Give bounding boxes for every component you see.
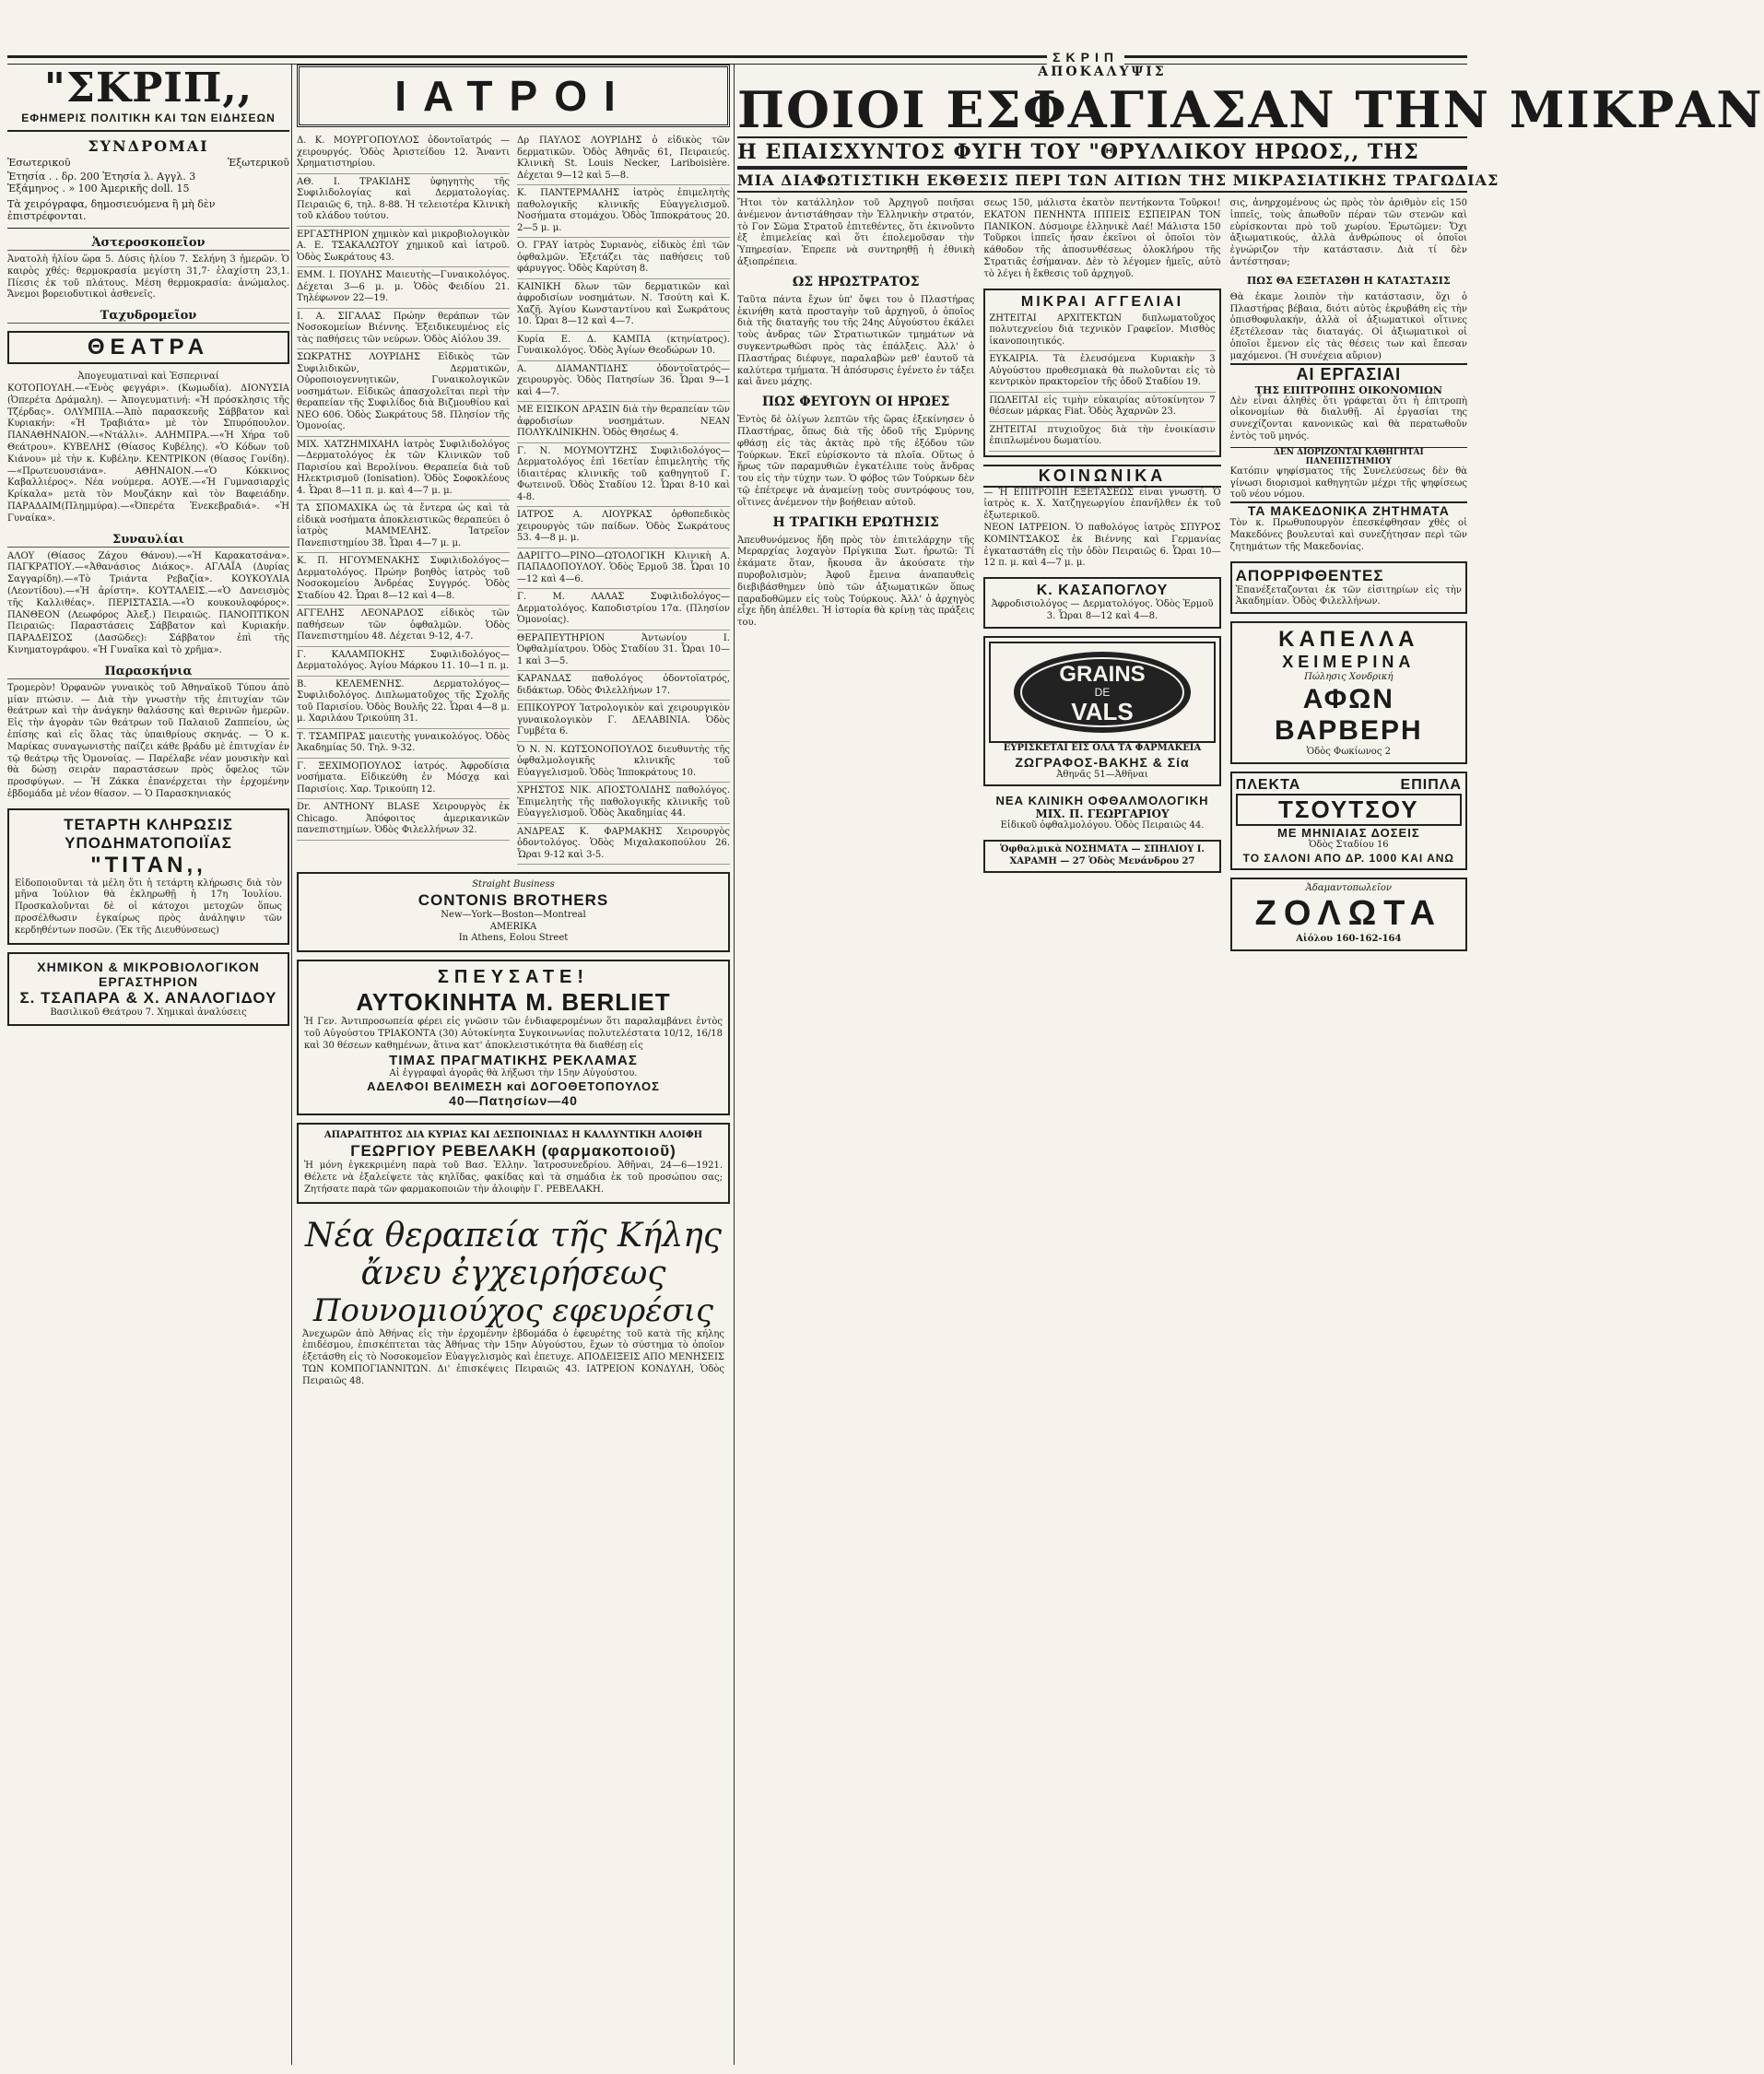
- grains-address: Ἀθηνᾶς 51—Ἀθῆναι: [1056, 769, 1148, 780]
- small-ads-list: [989, 311, 1215, 452]
- listing-entry: Γ. Ν. ΜΟΥΜΟΥΤΖΗΣ Συφιλιδολόγος—Δερματολόγος ἐπὶ 16ετίαν ἐπιμελητὴς τῆς ἰδιαιτέρας κλινικῆς τοῦ καθηγητοῦ Γ. Φωτεινοῦ. Ὁδὸς Σταδίου 12. Ὧραι 8-10 καὶ 4-8.: [517, 443, 730, 508]
- listing-entry: Κ. Π. ΗΓΟΥΜΕΝΑΚΗΣ Συφιλιδολόγος—Δερματολόγος. Πρώην βοηθὸς ἰατρὸς τοῦ Νοσοκομείου Ἀνδρέας Συγγρός. Ὁδὸς Σταδίου 42. Ὧραι 8—12 καὶ 4—8.: [297, 553, 510, 606]
- rebelakis-text: Ἡ μόνη ἐγκεκριμένη παρὰ τοῦ Βασ. Ἑλλην. Ἰατροσυνεδρίου. Ἀθῆναι, 24—6—1921. Θέλετε νὰ ἐξαλείψετε τὰς κηλῖδας, φακίδας καὶ τὰ σημάδια ἐκ τοῦ προσώπου σας; Ζητήσατε παρὰ τῶν φαρμακοποιῶν τὴν ἀλοιφὴν Γ. ΡΕΒΕΛΑΚΗ.: [304, 1161, 723, 1195]
- column-rule: [291, 65, 292, 2065]
- subs-note: Τὰ χειρόγραφα, δημοσιευόμενα ἢ μὴ δὲν ἐπιστρέφονται.: [7, 198, 216, 222]
- social-title: ΚΟΙΝΩΝΙΚΑ: [983, 465, 1220, 488]
- top-rule: [7, 55, 1467, 65]
- masthead: [7, 65, 289, 132]
- contonis-name: CONTONIS BROTHERS: [417, 890, 609, 909]
- kasapoglou-text: Ἀφροδισιολόγος — Δερματολόγος. Ὁδὸς Ἑρμοῦ 3. Ὧραι 8—12 καὶ 4—8.: [991, 599, 1214, 621]
- doctors-column-right: [517, 133, 730, 865]
- listing-entry: Γ. ΞΕΧΙΜΟΠΟΥΛΟΣ ἰατρός. Ἀφροδίσια νοσήματα. Εἰδικεύθη ἐν Μόσχᾳ καὶ Παρισίοις. Χαρ. Τρικούπη 12.: [297, 759, 510, 800]
- knitted-label: ΠΛΕΚΤΑ: [1235, 776, 1301, 793]
- theatres-subtitle: Ἀπογευματιναὶ καὶ Ἑσπεριναί: [77, 371, 219, 383]
- column-rule: [734, 65, 735, 2065]
- furniture-address: Ὁδὸς Σταδίου 16: [1308, 839, 1389, 850]
- hats-subtitle: ΧΕΙΜΕΡΙΝΑ: [1282, 653, 1416, 672]
- doctors-title: ΙΑΤΡΟΙ: [394, 72, 632, 120]
- listing-entry: ΕΡΓΑΣΤΗΡΙΟΝ χημικὸν καὶ μικροβιολογικὸν Α. Ε. ΤΣΑΚΑΛΩΤΟΥ χημικοῦ καὶ ἰατροῦ. Ὁδὸς Σωκράτους 43.: [297, 227, 510, 268]
- listing-entry: ΜΙΧ. ΧΑΤΖΗΜΙΧΑΗΛ ἰατρὸς Συφιλιδολόγος—Δερματολόγος ἐκ τῶν Κλινικῶν τοῦ Παρισίου καὶ Βερολίνου. Θεραπεία διὰ τοῦ Ηλεκτρισμοῦ (Ionisation). Ὁδὸς Σοφοκλέους 4. Ὧραι 8—11 π. μ. καὶ 4—7 μ. μ.: [297, 437, 510, 501]
- grains-logo-icon: [1010, 648, 1194, 737]
- article-subhead-4: ΠΩΣ ΘΑ ΕΞΕΤΑΣΘΗ Η ΚΑΤΑΣΤΑΣΙΣ: [1246, 274, 1451, 287]
- grains-ad: [983, 636, 1220, 787]
- kasapoglou-ad: [983, 577, 1220, 629]
- article-subhead-3: Η ΤΡΑΓΙΚΗ ΕΡΩΤΗΣΙΣ: [772, 514, 939, 530]
- listing-entry: Κυρία Ε. Δ. ΚΑΜΠΑ (κτηνίατρος). Γυναικολόγος. Ὁδὸς Ἀγίων Θεοδώρων 10.: [517, 332, 730, 361]
- listing-entry: ΖΗΤΕΙΤΑΙ πτυχιοῦχος διὰ τὴν ἐνοικίασιν ἐπιπλωμένου δωματίου.: [989, 422, 1215, 452]
- zolota-address: Αἰόλου 160-162-164: [1296, 934, 1402, 945]
- newspaper-title: "ΣΚΡΙΠ,,: [43, 65, 253, 112]
- harami-ad: [983, 840, 1220, 873]
- forecast-text: Ἀνατολὴ ἡλίου ὥρα 5. Δύσις ἡλίου 7. Σελήνη 3 ἡμερῶν. Ὁ καιρὸς χθές: θερμοκρασία μεγίστη 31,7· ἐλαχίστη 23,1. Πίεσις ἐκ τοῦ πλάτους. Μέση θερμοκρασία: ἀνώμαλος. Ἄνεμοι βορειοδυτικοὶ ἀσθενεῖς.: [7, 254, 289, 300]
- grains-word-2: DE: [1094, 685, 1111, 699]
- rebelakis-top: ΑΠΑΡΑΙΤΗΤΟΣ ΔΙΑ ΚΥΡΙΑΣ ΚΑΙ ΔΕΣΠΟΙΝΙΔΑΣ Η ΚΑΛΛΥΝΤΙΚΗ ΑΛΟΙΦΗ: [323, 1130, 703, 1141]
- furniture-ad: [1230, 772, 1467, 870]
- listing-entry: ΜΕ ΕΙΣΙΚΟΝ ΔΡΑΣΙΝ διὰ τὴν θεραπείαν τῶν ἀφροδισίων νοσημάτων. ΝΕΑΝ ΠΟΛΥΚΛΙΝΙΚΗΝ. Ὁδὸς Θησέως 4.: [517, 402, 730, 443]
- backstage-text: Τρομερὸν! Ὀρφανῶν γυναικὸς τοῦ Ἀθηναϊκοῦ Τύπου ἀπὸ μίαν πτώσιν. — Διὰ τὴν γνωστὴν τῆς ἐπιτυχίαν τῶν θεάτρων καὶ τὴν ἀνάγκην θαλάσσης καὶ θερινῶν ἡμερῶν. Εἰς τὴν ἀγορὰν τῶν θεάτρων τοῦ Παλαιοῦ Ζαππείου, ὡς ἐπίσης καὶ εἰς ὅλας τὰς ὑπαιθρίους σκηνάς. — Ὁ κ. Μαρίκας συναγωνιστὴς παίζει κάθε βράδυ μὲ ἐπιτυχίαν ἐν τῷ θεάτρῳ τῆς Ὁμονοίας. — Παρέλαβε νέαν μουσικὴν καὶ θὰ δώσῃ σειρὰν παραστάσεων πρὸς ὄφελος τῶν προσφύγων. — Ἡ Ζάκκα ἐπανέρχεται τὴν ἐρχομένην ἑβδομάδα μὲ νέον θίασον. — Ὁ Παρασκηνιακός: [7, 682, 289, 799]
- theatres-title: ΘΕΑΤΡΑ: [7, 331, 289, 364]
- doctors-listing: [297, 133, 730, 865]
- hernia-line-3: Πουνομιούχος εφευρέσις: [312, 1291, 714, 1329]
- backstage-heading: Παρασκήνια: [7, 665, 289, 679]
- lab-title: ΧΗΜΙΚΟΝ & ΜΙΚΡΟΒΙΟΛΟΓΙΚΟΝ ΕΡΓΑΣΤΗΡΙΟΝ: [37, 959, 260, 989]
- doctors-column-left: [297, 133, 510, 865]
- newspaper-subtitle: ΕΦΗΜΕΡΙΣ ΠΟΛΙΤΙΚΗ ΚΑΙ ΤΩΝ ΕΙΔΗΣΕΩΝ: [21, 112, 276, 124]
- furniture-salon: ΤΟ ΣΑΛΟΝΙ ΑΠΟ ΔΡ. 1000 ΚΑΙ ΑΝΩ: [1242, 851, 1455, 865]
- lab-names: Σ. ΤΣΑΠΑΡΑ & Χ. ΑΝΑΛΟΓΙΔΟΥ: [19, 988, 277, 1007]
- lottery-title: ΤΕΤΑΡΤΗ ΚΛΗΡΩΣΙΣ: [64, 815, 233, 833]
- listing-entry: Α. ΔΙΑΜΑΝΤΙΔΗΣ ὀδοντοϊατρός—χειρουργὸς. Ὁδὸς Πατησίων 36. Ὧραι 9—1 καὶ 4—7.: [517, 361, 730, 403]
- listing-entry: Τ. ΤΣΑΜΠΡΑΣ μαιευτὴς γυναικολόγος. Ὁδὸς Ἀκαδημίας 50. Τηλ. 9-32.: [297, 729, 510, 759]
- concerts-heading: Συναυλίαι: [7, 533, 289, 548]
- kasapoglou-name: Κ. ΚΑΣΑΠΟΓΛΟΥ: [1036, 583, 1169, 599]
- berliet-ad: [297, 960, 730, 1115]
- listing-entry: Ι. Α. ΣΙΓΑΛΑΣ Πρώην θεράπων τῶν Νοσοκομείων Βιέννης. Ἐξειδικευμένος εἰς τὰς παθήσεις τῶν νεύρων. Ὁδὸς Αἰόλου 39.: [297, 309, 510, 350]
- article-deck-2: ΜΙΑ ΔΙΑΦΩΤΙΣΤΙΚΗ ΕΚΘΕΣΙΣ ΠΕΡΙ ΤΩΝ ΑΙΤΙΩΝ ΤΗΣ ΜΙΚΡΑΣΙΑΤΙΚΗΣ ΤΡΑΓΩΔΙΑΣ: [737, 168, 1467, 193]
- rejected-title: ΑΠΟΡΡΙΦΘΕΝΤΕΣ: [1235, 566, 1384, 584]
- concerts-listing: ΑΛΟΥ (Θίασος Ζάχου Θάνου).—«Ἡ Καρακατσάνα». ΠΑΓΚΡΑΤΙΟΥ.—«Ἀθανάσιος Διάκος». ΑΓΛΑΪΑ (Δυρίας Σαγγαρίδη).—«Τὸ Τριάντα Ρεβαζία». ΚΟΥΚΟΥΛΙΑ (Λεοντίδου).—«Ἡ ἀρίστη». ΚΟΥΤΑΛΕΙΣ.—«Ὁ Δανεισμὸς τῆς Καλλιθέας». ΠΕΡΙΣΤΑΣΙΑ.—«Ὁ κουκουλοφόρος». ΠΑΝΘΕΟΝ (Λεωφόρος Ἀλεξ.) Πειραιῶς. ΠΑΝΟΠΤΙΚΟΝ Πειραιῶς: Παραστάσεις Σάββατον καὶ Κυριακήν. ΠΑΡΑΔΕΙΣΟΣ (Δασῶδες): Σάββατον ἐπὶ τῆς Κινηματογράφου. «Ἡ Γυναῖκα καὶ τὸ χρῆμα».: [7, 550, 289, 655]
- forecast-heading: Ἀστεροσκοπεῖον: [7, 236, 289, 251]
- berliet-title: ΑΥΤΟΚΙΝΗΤΑ Μ. BERLIET: [356, 988, 671, 1017]
- listing-entry: ΠΩΛΕΙΤΑΙ εἰς τιμὴν εὐκαιρίας αὐτοκίνητον 7 θέσεων μάρκας Fiat. Ὁδὸς Ἀχαρνῶν 23.: [989, 393, 1215, 422]
- subs-abroad: Ἐξωτερικοῦ: [227, 157, 289, 169]
- new-clinic-text: ΝΕΟΝ ΙΑΤΡΕΙΟΝ. Ὁ παθολόγος ἰατρὸς ΣΠΥΡΟΣ ΚΟΜΙΝΤΣΑΚΟΣ ἐκ Βιέννης καὶ Γερμανίας ἐγκαταστάθη εἰς τὴν ὁδὸν Πειραιῶς 6. Ὧραι 10—12 π. μ. καὶ 4—7 μ. μ.: [983, 522, 1221, 569]
- listing-entry: ΔΑΡΙΓΓΟ—ΡΙΝΟ—ΩΤΟΛΟΓΙΚΗ Κλινικὴ Α. ΠΑΠΑΔΟΠΟΥΛΟΥ. Ὁδὸς Ἑρμοῦ 38. Ὧραι 10—12 καὶ 4—6.: [517, 548, 730, 590]
- macedonian-text: Τὸν κ. Πρωθυπουργὸν ἐπεσκέφθησαν χθὲς οἱ Μακεδόνες βουλευταὶ καὶ συνεζήτησαν περὶ τῶν ζητημάτων τῆς Μακεδονίας.: [1229, 518, 1467, 552]
- listing-entry: ΚΑΡΑΝΔΑΣ παθολόγος ὀδοντοϊατρός, διδάκτωρ. Ὁδὸς Φιλελλήνων 17.: [517, 671, 730, 701]
- listing-entry: Ο. ΓΡΑΥ ἰατρὸς Συριανὸς, εἰδικὸς ἐπὶ τῶν ὀφθαλμῶν. Ἐξετάζει τὰς παθήσεις τοῦ φάρυγγος. Ὁδὸς Καρύτση 8.: [517, 238, 730, 279]
- rejected-ad: [1230, 561, 1467, 615]
- small-ads-box: [983, 289, 1220, 457]
- grains-de-vals-logo: [989, 642, 1215, 743]
- listing-entry: Γ. Μ. ΛΑΛΑΣ Συφιλιδολόγος—Δερματολόγος. Καποδιστρίου 17α. (Πλησίον Ὁμονοίας).: [517, 589, 730, 630]
- article-body: [737, 198, 1467, 959]
- furniture-installments: ΜΕ ΜΗΝΙΑΙΑΣ ΔΟΣΕΙΣ: [1277, 825, 1420, 840]
- listing-entry: Κ. ΠΑΝΤΕΡΜΑΛΗΣ ἰατρὸς ἐπιμελητὴς παθολογικῆς κλινικῆς Εὐαγγελισμοῦ. Νοσήματα στομάχου. Ὁδὸς Ἱπποκράτους 20. 2—5 μ. μ.: [517, 185, 730, 238]
- works-text: Δὲν εἶναι ἀληθὲς ὅτι γράφεται ὅτι ἡ ἐπιτροπὴ οἰκονομίων θὰ διαλυθῇ. Αἱ ἐργασίαι της συνεχίζονται κανονικῶς καὶ θὰ περατωθοῦν ἐντὸς τοῦ μηνός.: [1229, 395, 1467, 442]
- harami-text: Ὁφθαλμικὰ ΝΟΣΗΜΑΤΑ — ΣΠΗΛΙΟΥ Ι. ΧΑΡΑΜΗ — 27 Ὁδὸς Μενάνδρου 27: [1000, 844, 1205, 866]
- article-deck-1: Η ΕΠΑΙΣΧΥΝΤΟΣ ΦΥΓΗ ΤΟΥ "ΘΡΥΛΛΙΚΟΥ ΗΡΩΟΣ,, ΤΗΣ: [737, 136, 1467, 168]
- hernia-text: Ἀνεχωρῶν ἀπὸ Ἀθήνας εἰς τὴν ἐρχομένην ἑβδομάδα ὁ ἐφευρέτης τοῦ κατὰ τῆς κήλης ἐπιδέσμου, ἐπισκέπτεται τὰς Ἀθήνας τὴν 15ην Αὐγούστου, ἔχων τὸ σύστημα τὸ ὁποῖον ἐξετάσθη εἰς τὸ Νοσοκομεῖον Εὐαγγελισμὸς καὶ ἐπετυχε. ΑΠΟΔΕΙΞΕΙΣ ΑΠΟ ΜΕΝΗΣΕΙΣ ΤΩΝ ΚΟΜΠΟΓΙΑΝΝΙΤΩΝ. Δι' ἐπισκέψεις Πειραιῶς 43. ΙΑΤΡΕΙΟΝ ΚΟΝΔΥΛΗ, Ὁδὸς Πειραιῶς 48.: [302, 1328, 724, 1386]
- listing-entry: ΑΘ. Ι. ΤΡΑΚΙΔΗΣ ὑφηγητὴς τῆς Συφιλιδολογίας καὶ Δερματολογίας. Πειραιῶς 6, τηλ. 8-88. Ἡ τελειοτέρα Κλινικὴ τοῦ κλάδου τούτου.: [297, 174, 510, 227]
- hernia-ad: [297, 1211, 730, 1394]
- rejected-text: Ἐπανέξεταζονται ἐκ τῶν εἰσιτηρίων εἰς τὴν Ἀκαδημίαν. Ὁδὸς Φιλελλήνων.: [1235, 584, 1462, 607]
- column-right: [737, 65, 1764, 2065]
- listing-entry: Ὁ Ν. Ν. ΚΩΤΣΟΝΟΠΟΥΛΟΣ διευθυντὴς τῆς ὀφθαλμολογικῆς κλινικῆς τοῦ Εὐαγγελισμοῦ. Ὁδὸς Ἱπποκράτους 10.: [517, 742, 730, 784]
- grains-word-1: GRAINS: [1059, 661, 1146, 687]
- article-subhead-2: ΠΩΣ ΦΕΥΓΟΥΝ ΟΙ ΗΡΩΕΣ: [761, 395, 950, 410]
- rebelakis-ad: [297, 1123, 730, 1203]
- furniture-name: ΤΣΟΥΤΣΟΥ: [1236, 794, 1462, 826]
- zolota-top: Ἀδαμαντοπωλεῖον: [1305, 882, 1392, 893]
- works-subtitle: ΤΗΣ ΕΠΙΤΡΟΠΗΣ ΟΙΚΟΝΟΜΙΩΝ: [1254, 383, 1442, 396]
- appointments-text: Κατόπιν ψηφίσματος τῆς Συνελεύσεως δὲν θὰ γίνωσι διορισμοὶ καθηγητῶν μέχρι τῆς ψηφίσεως τοῦ νέου νόμου.: [1229, 465, 1467, 501]
- lottery-text: Εἰδοποιοῦνται τὰ μέλη ὅτι ἡ τετάρτη κλήρωσις διὰ τὸν μῆνα Ἰούλιον θὰ ἐκληρωθῇ ἡ 17η Ἰουλίου. Προσκαλοῦνται δὲ οἱ κάτοχοι μετοχῶν ὅπως προσέλθωσιν ἐγκαίρως πρὸς ἀνάληψιν τῶν κερδηθέντων ποσῶν. (Ἐκ τῆς Διευθύνσεως): [15, 878, 282, 936]
- listing-entry: ΘΕΡΑΠΕΥΤΗΡΙΟΝ Ἀντωνίου Ι. Ὀφθαλμίατρου. Ὁδὸς Σταδίου 31. Ὧραι 10—1 καὶ 3—5.: [517, 630, 730, 672]
- hernia-line-1: Νέα θεραπεία τῆς Κήλης: [305, 1216, 722, 1255]
- contonis-straight: Straight Business: [472, 879, 555, 890]
- theatres-listing: ΚΟΤΟΠΟΥΛΗ.—«Ἑνὸς φεγγάρι». (Κωμωδία). ΔΙΟΝΥΣΙΑ (Ὀπερέτα Δράμαλη). — Ἀπογευματινή: «Ἡ πρόσκλησις τῆς Τζέρδας». ΟΛΥΜΠΙΑ.—Ἀπὸ παρασκευῆς Σάββατον καὶ Κυριακήν: «Ἡ Τραβιάτα» μὲ τὸν Σπυρόπουλον. ΠΑΝΑΘΗΝΑΙΟΝ.—«Ντάλλι». ΑΛΗΜΠΡΑ.—«Ἡ Χήρα τοῦ Θεάτρου». ΚΥΒΕΛΗΣ (Θίασος Κυβέλης). «Ὁ Κόδων τοῦ Κιάνου» μὲ τὴν κ. Κυβέλην. ΚΕΝΤΡΙΚΟΝ (θίασος Γονίδη).—«Πρωτευουσιάνα». ΑΘΗΝΑΙΟΝ.—«Ὁ Κόκκινος Καβαλλιέρος». Νέα νούμερα. ΑΟΥΕ.—«Ἡ Γυμνασιαρχὶς Κρίκαλα» μετὰ τὸν Μουζάκην καὶ τὸν Βαφειάδην. ΠΑΡΑΔΑΙΜ(Πλημμύρα).—«Ὀπερέτα Ἐνεκεβραδιά». «Ἡ Γυναίκα».: [7, 383, 289, 524]
- listing-entry: ΑΝΔΡΕΑΣ Κ. ΦΑΡΜΑΚΗΣ Χειρουργὸς ὀδοντολόγος. Ὁδὸς Μιχαλακοπούλου 26. Ὧραι 9-12 καὶ 3-5.: [517, 824, 730, 866]
- grains-firm: ΖΩΓΡΑΦΟΣ-ΒΑΚΗΣ & Σία: [1015, 754, 1190, 770]
- hats-name: ΑΦΩΝ ΒΑΡΒΕΡΗ: [1274, 683, 1423, 746]
- post-heading: Ταχυδρομεῖον: [7, 309, 289, 324]
- zolota-name: ΖΟΛΩΤΑ: [1254, 894, 1443, 934]
- hats-shop: Πώλησις Χονδρική: [1304, 672, 1394, 683]
- small-ads-title: ΜΙΚΡΑΙ ΑΓΓΕΛΙΑΙ: [1020, 293, 1184, 310]
- article-subhead-1: ΩΣ ΗΡΩΣΤΡΑΤΟΣ: [792, 274, 920, 289]
- listing-entry: Γ. ΚΑΛΑΜΠΟΚΗΣ Συφιλιδολόγος—Δερματολόγος. Ἀγίου Μάρκου 11. 10—1 π. μ.: [297, 647, 510, 677]
- eye-clinic-text: Εἰδικοῦ ὀφθαλμολόγου. Ὁδὸς Πειραιῶς 44.: [1000, 820, 1205, 831]
- listing-entry: Dr. ANTHONY BLASE Χειρουργὸς ἐκ Chicago. Ἀπόφοιτος ἀμερικανικῶν πανεπιστημίων. Ὁδὸς Φιλελλήνων 32.: [297, 799, 510, 841]
- listing-entry: Δρ ΠΑΥΛΟΣ ΛΟΥΡΙΔΗΣ ὁ εἰδικὸς τῶν δερματικῶν. Ὁδὸς Ἀθηνᾶς 61, Πειραιεύς. Κλινικὴ St. Louis Necker, Lariboisière. Δέχεται 9—12 καὶ 5—8.: [517, 133, 730, 185]
- works-title: ΑΙ ΕΡΓΑΣΙΑΙ: [1230, 363, 1467, 384]
- listing-entry: ΤΑ ΣΠΟΜΑΧΙΚΑ ὡς τὰ ἔντερα ὡς καὶ τὰ εἰδικὰ νοσήματα ἀποκλειστικῶς θεραπεύει ὁ ἰατρὸς ΜΑΜΜΕΛΗΣ. Ἰατρεῖον Πανεπιστημίου 38. Ὧραι 4—7 μ. μ.: [297, 501, 510, 553]
- macedonian-title: ΤΑ ΜΑΚΕΔΟΝΙΚΑ ΖΗΤΗΜΑΤΑ: [1230, 501, 1467, 518]
- lottery-subtitle: ΥΠΟΔΗΜΑΤΟΠΟΙΪΑΣ: [65, 833, 232, 852]
- contonis-ad: [297, 872, 730, 952]
- subs-row-1: Ἐτησία . . δρ. 200 Ἐτησία λ. Αγγλ. 3: [7, 171, 196, 183]
- contonis-cities: New—York—Boston—Montreal: [441, 909, 586, 920]
- zolota-ad: [1230, 878, 1467, 952]
- listing-entry: ΕΜΜ. Ι. ΠΟΥΛΗΣ Μαιευτὴς—Γυναικολόγος. Δέχεται 3—6 μ. μ. Ὁδὸς Φειδίου 21. Τηλέφωνον 22—19.: [297, 267, 510, 309]
- listing-entry: Δ. Κ. ΜΟΥΡΓΟΠΟΥΛΟΣ ὀδοντοϊατρός — χειρουργός. Ὁδὸς Ἀριστείδου 12. Ἄναντι Χρηματιστηρίου.: [297, 133, 510, 174]
- listing-entry: ΕΠΙΚΟΥΡΟΥ Ἱατρολογικὸν καὶ χειρουργικὸν γυναικολογικὸν Γ. ΔΕΛΑΒΙΝΙΑ. Ὁδὸς Γυμβέτα 6.: [517, 701, 730, 742]
- lab-text: Βασιλικοῦ Θεάτρου 7. Χημικαὶ ἀναλύσεις: [50, 1007, 247, 1018]
- berliet-prices: ΤΙΜΑΣ ΠΡΑΓΜΑΤΙΚΗΣ ΡΕΚΛΑΜΑΣ: [389, 1052, 638, 1068]
- lab-ad: [7, 952, 289, 1027]
- subs-inland: Ἐσωτερικοῦ: [7, 157, 71, 169]
- article-lead: Ἤτοι τὸν κατάλληλον τοῦ Ἀρχηγοῦ ποιῆσαι ἀνέμενον ἀντιστάθησαν τὴν Ἑλληνικὴν στρατόν, τὸ Γον Σῶμα Στρατοῦ ἐπιτεθέντες, ὅτι ἐκινοῦντο ἐξ ἐπιμελείας καὶ ὅτι ἐπολεμοῦσαν τὴν Ὑπηρεσίαν. Ἐπρεπε νὰ συντηρηθῇ ἡ ἐθνικὴ ἀξιοπρέπεια.: [737, 198, 975, 267]
- lottery-name: "ΤΙΤΑΝ,,: [90, 852, 206, 878]
- article-text-2: Ἐντὸς δὲ ὀλίγων λεπτῶν τῆς ὥρας ἐξεκίνησεν ὁ Πλαστήρας, ὅπως διὰ τῆς ὁδοῦ τῆς Σμύρνης φθάσῃ εἰς τὰς ἀκτὰς πρὸ τῆς ἐξόδου τῶν Τούρκων. Ἐκεῖ εὑρίσκοντο τὰ πλοῖα. Οὕτως ὁ ἥρως τῶν παραμυθιῶν ἐγκατέλιπε τοὺς ἄνδρας του εἰς τὴν τύχην των. Ὁ φόβος τῶν Τούρκων δὲν τῷ ἐπέτρεψε νὰ ἀναμείνῃ τοὺς συντρόφους του, οἵτινες ἀνέμενον τὴν βοήθειαν αὐτοῦ.: [737, 415, 975, 508]
- eye-clinic-name: ΜΙΧ. Π. ΓΕΩΡΓΑΡΙΟΥ: [1035, 807, 1170, 821]
- berliet-text: Ἡ Γεν. Ἀντιπροσωπεία φέρει εἰς γνῶσιν τῶν ἐνδιαφερομένων ὅτι παραλαμβάνει ἐντὸς τοῦ Αὐγούστου ΤΡΙΑΚΟΝΤΑ (30) Αὐτοκίνητα Συγκοινωνίας πολυτελέστατα 10/12, 16/18 καὶ 30 θέσεων καθημένων, ἅτινα κατ' ἀποκλειστικότητα θὰ διαθέσῃ εἰς: [304, 1017, 723, 1051]
- subs-row-2: Ἑξάμηνος . » 100 Ἀμερικῆς doll. 15: [7, 183, 190, 194]
- listing-entry: Β. ΚΕΛΕΜΕΝΗΣ. Δερματολόγος—Συφιλιδολόγος. Διπλωματοῦχος τῆς Σχολῆς τοῦ Παρισίου. Ὁδὸς Βουλῆς 22. Ὧραι 4—8 μ. μ. Χαριλάου Τρικούπη 31.: [297, 677, 510, 729]
- listing-entry: ΣΩΚΡΑΤΗΣ ΛΟΥΡΙΔΗΣ Εἰδικὸς τῶν Συφιλιδικῶν, Δερματικῶν, Οὐροποιογεννητικῶν, Γυναικολογικῶν νοσημάτων. Εἰδικῶς ἀπασχολεῖται περὶ τὴν θεραπείαν τῆς Συφιλίδος διὰ Βιζμουθίου καὶ ΝΕΟ 606. Ὁδὸς Σωκράτους 58. Πλησίον τῆς Ὁμονοίας.: [297, 349, 510, 437]
- berliet-firm: ΑΔΕΛΦΟΙ ΒΕΛΙΜΕΣΗ καὶ ΔΟΓΟΘΕΤΟΠΟΥΛΟΣ: [367, 1079, 660, 1094]
- berliet-note: Αἱ ἐγγραφαὶ ἀγορᾶς θὰ λήξωσι τὴν 15ην Αὐγούστου.: [389, 1067, 638, 1078]
- contonis-address: In Athens, Eolou Street: [458, 933, 569, 944]
- berliet-headline: ΣΠΕΥΣΑΤΕ!: [437, 967, 590, 988]
- listing-entry: ΕΥΚΑΙΡΙΑ. Τὰ ἐλευσόμενα Κυριακὴν 3 Αὐγούστου προθεσμιακὰ θὰ πωλοῦνται εἰς τὸ κεντρικὸν πρακτορεῖον τῆς ὁδοῦ Σταδίου 19.: [989, 351, 1215, 393]
- listing-entry: ΑΓΓΕΛΗΣ ΛΕΟΝΑΡΔΟΣ εἰδικὸς τῶν παθήσεων τῶν ὀφθαλμῶν. Ὁδὸς Πανεπιστημίου 48. Δέχεται 9-12, 4-7.: [297, 606, 510, 647]
- article-text-right: σις, ἀνηρχομένους ὡς πρὸς τὸν ἀριθμὸν εἰς 150 ἱππεῖς, τοὺς ἀπωθοῦν πέραν τῶν στενῶν καὶ εὑρίσκονται πρὸ τοῦ χωρίου. Ἐρωτῶμεν: Ὄχι ἀξιωματικούς, ἀλλὰ ἀνθρώπους οἱ ὁποῖοι ἐγνώριζον τὴν κατάστασιν. Διὰ τί δὲν ἀντέστησαν;: [1229, 198, 1467, 267]
- berliet-address: 40—Πατησίων—40: [449, 1093, 578, 1109]
- listing-entry: ΙΑΤΡΟΣ Α. ΛΙΟΥΡΚΑΣ ὀρθοπεδικὸς χειρουργὸς τῶν παίδων. Ὁδὸς Σωκράτους 53. 4—8 μ. μ.: [517, 507, 730, 548]
- article-headline: ΠΟΙΟΙ ΕΣΦΑΓΙΑΣΑΝ ΤΗΝ ΜΙΚΡΑΝ: [737, 80, 1764, 139]
- article-text-mid: σεως 150, μάλιστα ἑκατὸν πεντήκοντα Τοῦρκοι! ΕΚΑΤΟΝ ΠΕΝΗΝΤΑ ΙΠΠΕΙΣ ΕΣΠΕΙΡΑΝ ΤΟΝ ΠΑΝΙΚΟΝ. Δύσμοιρε ἑλληνικὲ Λαέ! Μάλιστα 150 Τοῦρκοι ἱππεῖς ἦσαν ἐκεῖνοι οἱ ὁποῖοι τὸν κάθοδον τῆς ἀποσυνθέσεως ὁλοκλήρου τῆς Στρατιᾶς ἐσήμαναν. Δὲν τὸ λέγομεν ἡμεῖς, αὐτὸ τὸ λέγει ἡ ἔκθεσις τοῦ ἀρχηγοῦ.: [983, 198, 1221, 279]
- hernia-line-2: ἄνευ ἐγχειρήσεως: [360, 1254, 666, 1292]
- column-middle: [297, 65, 730, 2065]
- hats-address: Ὁδὸς Φωκίωνος 2: [1306, 746, 1391, 757]
- listing-entry: ΚΑΙΝΙΚΗ δλων τῶν δερματικῶν καὶ ἀφροδισίων νοσημάτων. Ν. Τσούτη καὶ Κ. Χαζῆ. Ἁγίου Κωνσταντίνου καὶ Σωκράτους 10. Ὧραι 8—12 καὶ 4—7.: [517, 279, 730, 332]
- grains-sub: ΕΥΡΙΣΚΕΤΑΙ ΕΙΣ ΟΛΑ ΤΑ ΦΑΡΜΑΚΕΙΑ: [1003, 742, 1202, 753]
- rebelakis-name: ΓΕΩΡΓΙΟΥ ΡΕΒΕΛΑΚΗ (φαρμακοποιοῦ): [350, 1142, 676, 1161]
- running-head: ΣΚΡΙΠ: [1047, 50, 1124, 65]
- contonis-country: AMERIKA: [489, 921, 537, 932]
- subscriptions-box: [7, 137, 289, 229]
- social-text: — Ἡ ΕΠΙΤΡΟΠΗ ΕΞΕΤΑΣΕΩΣ εἶναι γνωστή. Ὁ ἰατρὸς κ. Χ. Χατζηγεωργίου ἐπανῆλθεν ἐκ τοῦ ἐξωτερικοῦ.: [983, 487, 1221, 522]
- article-kicker: ΑΠΟΚΑΛΥΨΙΣ: [1038, 65, 1167, 79]
- hats-ad: [1230, 621, 1467, 764]
- listing-entry: ΖΗΤΕΙΤΑΙ ΑΡΧΙΤΕΚΤΩΝ διπλωματοῦχος πολυτεχνείου διὰ τεχνικὸν Γραφεῖον. Μισθὸς ἱκανοποιητικός.: [989, 311, 1215, 352]
- furniture-label: ΕΠΙΠΛΑ: [1400, 776, 1462, 793]
- column-left: [7, 65, 289, 2065]
- article-text-1: Ταῦτα πάντα ἔχων ὑπ' ὄψει του ὁ Πλαστήρας ἐκινήθη κατὰ προσταγὴν τοῦ ἀρχηγοῦ, ὁ ὁποῖος διὰ τῆς διαταγῆς του τῆς 24ης Αὐγούστου ἐκάλει τοὺς ἀνδρας τῶν Στρατιωτικῶν τμημάτων νὰ συγκεντρωθῶσι πρὸς τὰς ἐπάλξεις. Ἀλλ' ὁ Πλαστήρας διέφυγε, παραλαβὼν μεθ' ἑαυτοῦ τὰ καλύτερα τμήματα. Ἡ ἀπόσυρσις ἐγένετο ἐν τάξει καὶ ἄνευ μάχης.: [737, 294, 975, 388]
- article-text-3: Ἀπευθυνόμενος ἤδη πρὸς τὸν ἐπιτελάρχην τῆς Μεραρχίας λοχαγὸν Πρίγκιπα Σωτ. ἠρωτῶ: Τί ἐκάματε ὅταν, ἤκουσα ἂν ἀκούσατε τὴν πυροβολισμὸν; Ἀφοῦ ἔμεινα ἀναπαυθεὶς διεβιβάσθημεν ὑπὸ τῶν ἀξιωματικῶν ὅπως παραδοθῶμεν εἰς τοὺς Τούρκους. Ἀλλ' ὁ ἀρχηγὸς εἶχε ἤδη ἀπέλθει. Ἡ ἱστορία θὰ κρίνῃ τὰς πράξεις του.: [737, 535, 975, 629]
- doctors-header: [297, 65, 730, 127]
- hats-title: ΚΑΠΕΛΛΑ: [1278, 627, 1419, 653]
- grains-word-3: VALS: [1071, 697, 1134, 725]
- subscriptions-heading: ΣΥΝΔΡΟΜΑΙ: [88, 137, 209, 155]
- appointments-title: ΔΕΝ ΔΙΟΡΙΖΟΝΤΑΙ ΚΑΘΗΓΗΤΑΙ ΠΑΝΕΠΙΣΤΗΜΙΟΥ: [1230, 447, 1467, 466]
- article-text-4: Θὰ ἐκαμε λοιπὸν τὴν κατάστασιν, ὅχι ὁ Πλαστήρας βέβαια, διότι αὐτὸς ἐκρυβάθη εἰς τὴν ὀπισθοφυλακήν, ἀλλὰ οἱ ἀξιωματικοὶ οἵτινες ἐξετέλεσαν τὰς διαταγάς. Οἱ ἀξιωματικοὶ οἱ ὁποῖοι ἔμενον εἰς τὰς θέσεις των καὶ ἔπεσαν μαχόμενοι. (Ἡ συνέχεια αὔριον): [1229, 291, 1467, 361]
- lottery-ad: [7, 808, 289, 945]
- eye-clinic-title: ΝΕΑ ΚΛΙΝΙΚΗ ΟΦΘΑΛΜΟΛΟΓΙΚΗ: [995, 794, 1209, 808]
- listing-entry: ΧΡΗΣΤΟΣ ΝΙΚ. ΑΠΟΣΤΟΛΙΔΗΣ παθολόγος. Ἐπιμελητὴς τῆς παθολογικῆς κλινικῆς τοῦ Εὐαγγελισμοῦ. Ὁδὸς Ἀκαδημίας 44.: [517, 783, 730, 824]
